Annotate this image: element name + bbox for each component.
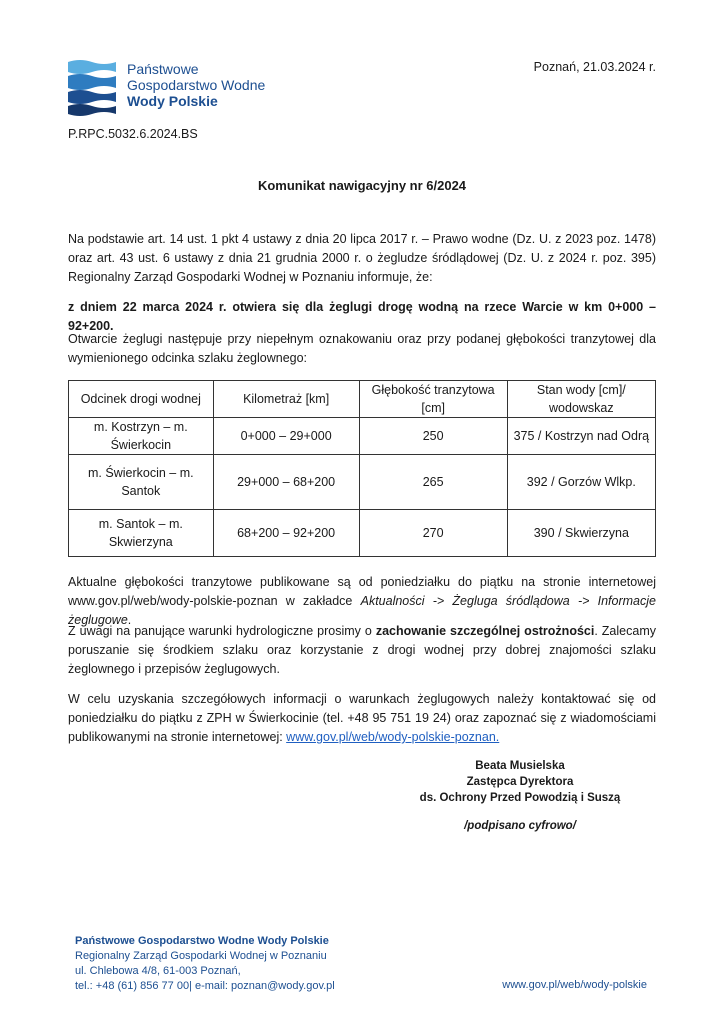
footer-contact: tel.: +48 (61) 856 77 00| e-mail: poznan@wody.gov.pl	[75, 980, 335, 992]
document-title: Komunikat nawigacyjny nr 6/2024	[257, 178, 467, 193]
document-date: Poznań, 21.03.2024 r.	[533, 60, 656, 74]
depth-info-text: Aktualne głębokości tranzytowe publikowane są od poniedziałku do piątku na stronie internetowej www.gov.pl/web/wody-polskie-poznan w zakładce	[68, 575, 656, 608]
legal-basis-paragraph: Na podstawie art. 14 ust. 1 pkt 4 ustawy z dnia 20 lipca 2017 r. – Prawo wodne (Dz. U. z 2023 poz. 1478) oraz art. 43 ust. 6 ustawy z dnia 21 grudnia 2000 r. o żegludze śródlądowej (Dz. U. z 2024 r. poz. 395) Regionalny Zarząd Gospodarki Wodnej w Poznaniu informuje, że:	[68, 232, 656, 284]
footer-street: ul. Chlebowa 4/8, 61-003 Poznań,	[75, 965, 241, 977]
table-cell: 68+200 – 92+200	[213, 510, 359, 557]
caution-text: Z uwagi na panujące warunki hydrologiczne prosimy o	[68, 624, 376, 638]
website-link[interactable]: www.gov.pl/web/wody-polskie-poznan.	[286, 730, 500, 744]
table-cell: 0+000 – 29+000	[213, 418, 359, 455]
table-row	[69, 510, 656, 557]
table-cell: 265	[359, 455, 507, 510]
signatory-department: ds. Ochrony Przed Powodzią i Suszą	[419, 792, 621, 804]
waterway-table	[68, 380, 656, 557]
table-cell: 375 / Kostrzyn nad Odrą	[507, 418, 655, 455]
reference-number: P.RPC.5032.6.2024.BS	[68, 127, 198, 141]
caution-text-end: . Zalecamy poruszanie się środkiem szlaku oraz korzystanie z drogi wodnej przy dobrej znajomości szlaku żeglownego i przepisów żeglugowych.	[68, 624, 656, 676]
footer-address	[75, 934, 335, 994]
announcement-paragraph: z dniem 22 marca 2024 r. otwiera się dla żeglugi drogę wodną na rzece Warcie w km 0+000 – 92+200.	[68, 300, 656, 333]
table-cell: m. Kostrzyn – m. Świerkocin	[69, 418, 214, 455]
digital-signature-note: /podpisano cyfrowo/	[464, 820, 576, 832]
contact-paragraph	[68, 690, 656, 747]
signatory-name: Beata Musielska	[475, 760, 565, 772]
table-row	[69, 418, 656, 455]
depth-info-end: .	[127, 613, 132, 627]
table-cell: 270	[359, 510, 507, 557]
menu-path: Aktualności -> Żegluga śródlądowa -> Informacje żeglugowe	[68, 594, 656, 627]
caution-emphasis: zachowanie szczególnej ostrożności	[375, 624, 595, 638]
logo-line-3: Wody Polskie	[127, 93, 218, 109]
signatory-role: Zastępca Dyrektora	[466, 776, 574, 788]
conditions-paragraph: Otwarcie żeglugi następuje przy niepełnym oznakowaniu oraz przy podanej głębokości tranzytowej dla wymienionego odcinka szlaku żeglownego:	[68, 332, 656, 365]
table-cell: 250	[359, 418, 507, 455]
footer-url[interactable]: www.gov.pl/web/wody-polskie	[502, 979, 647, 991]
logo-line-1: Państwowe	[127, 61, 199, 77]
table-cell: 390 / Skwierzyna	[507, 510, 655, 557]
table-cell: 29+000 – 68+200	[213, 455, 359, 510]
caution-paragraph	[68, 622, 656, 679]
table-row	[69, 455, 656, 510]
footer-dept: Regionalny Zarząd Gospodarki Wodnej w Poznaniu	[75, 950, 327, 962]
table-cell: 392 / Gorzów Wlkp.	[507, 455, 655, 510]
logo-line-2: Gospodarstwo Wodne	[127, 77, 266, 93]
logo-text	[127, 61, 265, 109]
footer-org: Państwowe Gospodarstwo Wodne Wody Polskie	[75, 935, 329, 947]
table-cell: m. Santok – m. Skwierzyna	[69, 510, 214, 557]
contact-text: W celu uzyskania szczegółowych informacji o warunkach żeglugowych należy kontaktować się od poniedziałku do piątku z ZPH w Świerkocinie (tel. +48 95 751 19 24) oraz zapoznać się z wiadomościami publikowanymi na stronie internetowej:	[68, 692, 656, 744]
table-header: Odcinek drogi wodnej	[69, 381, 214, 418]
table-header: Stan wody [cm]/ wodowskaz	[507, 381, 655, 418]
table-header-row	[69, 381, 656, 418]
table-cell: m. Świerkocin – m. Santok	[69, 455, 214, 510]
table-header: Głębokość tranzytowa [cm]	[359, 381, 507, 418]
table-header: Kilometraż [km]	[213, 381, 359, 418]
